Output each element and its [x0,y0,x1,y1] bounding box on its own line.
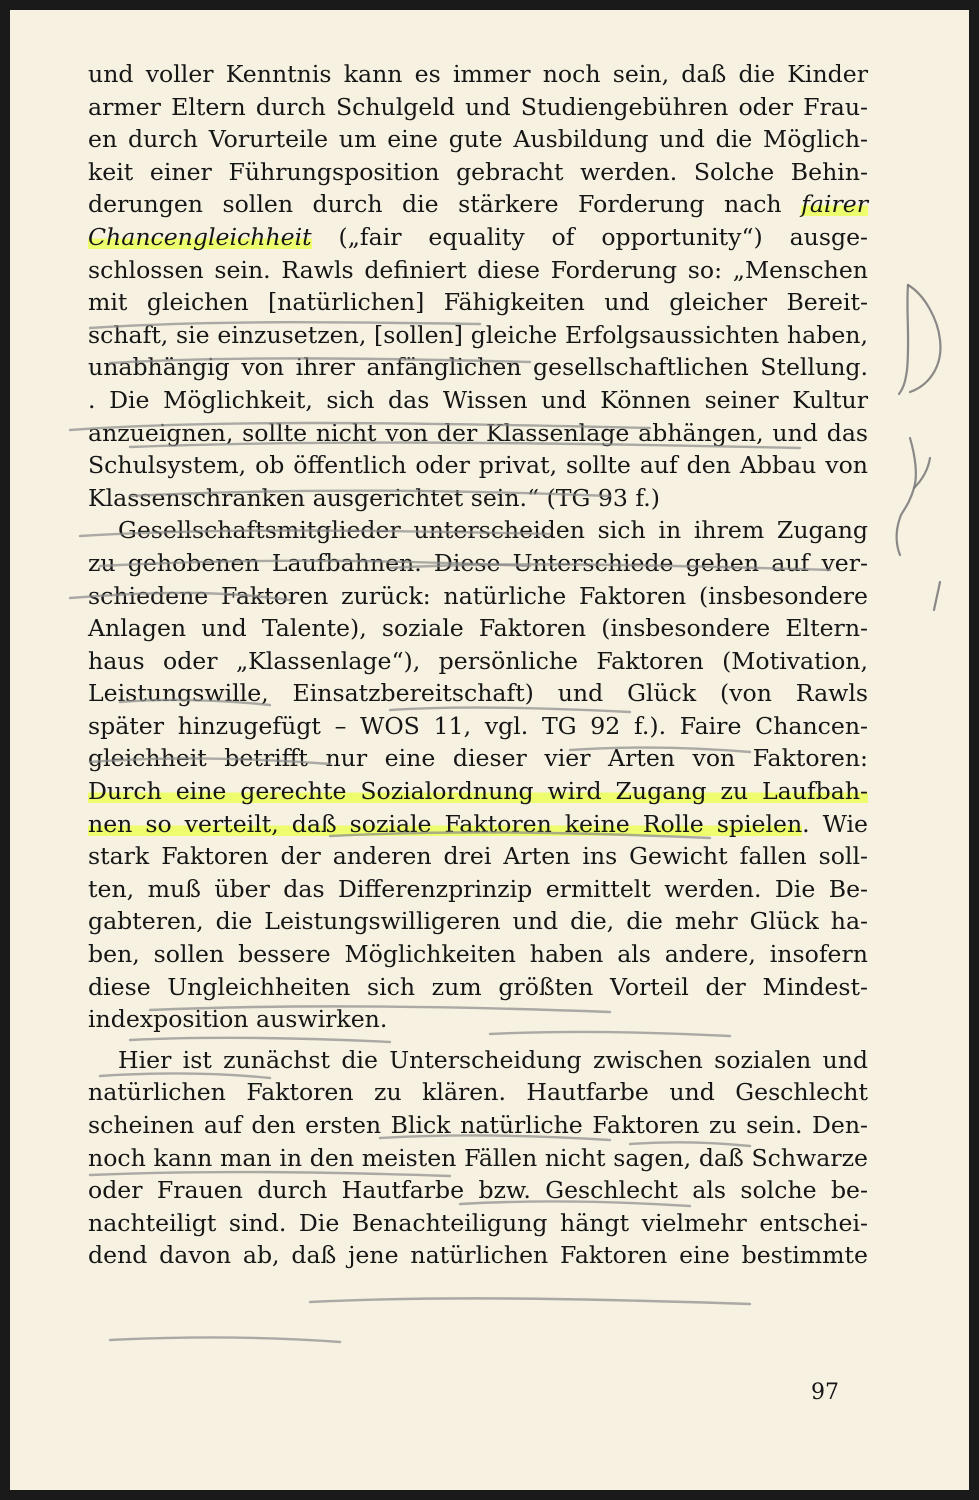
line-text: später hinzugefügt – WOS 11, vgl. TG 92 f.). Faire Chancen- [88,711,868,740]
line-text: zu gehobenen Laufbahnen. Diese Unterschiede gehen auf ver- [88,548,868,577]
line-text: Leistungswille, Einsatzbereitschaft) und Glück (von Rawls [88,679,868,708]
text-line [88,221,868,254]
text-line [88,384,868,417]
text-line [88,938,868,971]
line-text: scheinen auf den ersten Blick natürliche Faktoren zu sein. Den- [88,1111,868,1139]
text-line [88,547,868,580]
text-line [88,1207,868,1240]
line-text: indexposition auswirken. [88,1005,388,1034]
text-line [88,873,868,906]
text-line [88,514,868,547]
text-line [88,1109,868,1142]
text-line [88,742,868,775]
text-line [88,254,868,287]
line-text: und voller Kenntnis kann es immer noch sein, daß die Kinder [88,60,868,88]
text-line [88,905,868,938]
text-line [88,449,868,482]
text-line [88,808,868,841]
text-line [88,1076,868,1109]
line-text: schiedene Faktoren zurück: natürliche Faktoren (insbesondere [88,581,868,610]
line-text: schaft, sie einzusetzen, [sollen] gleiche Erfolgsaussichten haben, [88,320,868,349]
line-text: mit gleichen [natürlichen] Fähigkeiten und gleicher Bereit- [88,288,868,317]
text-line [88,971,868,1004]
line-text: ten, muß über das Differenzprinzip ermittelt werden. Die Be- [88,874,868,903]
line-text: en durch Vorurteile um eine gute Ausbildung und die Möglich- [88,125,868,154]
line-text: Klassenschranken ausgerichtet sein.“ (TG 93 f.) [88,483,660,512]
line-text: stark Faktoren der anderen drei Arten ins Gewicht fallen soll- [88,842,868,871]
text-line [88,840,868,873]
line-text: . Die Möglichkeit, sich das Wissen und Können seiner Kultur [88,385,868,414]
line-text: schlossen sein. Rawls definiert diese Forderung so: „Menschen [88,255,868,284]
line-text: diese Ungleichheiten sich zum größten Vorteil der Mindest- [88,972,868,1001]
line-text: natürlichen Faktoren zu klären. Hautfarbe und Geschlecht [88,1078,868,1107]
text-line [88,580,868,613]
line-text: Schulsystem, ob öffentlich oder privat, sollte auf den Abbau von [88,451,868,480]
line-text: unabhängig von ihrer anfänglichen gesellschaftlichen Stellung. [88,353,868,382]
line-text: haus oder „Klassenlage“), persönliche Faktoren (Motivation, [88,646,868,675]
text-line [88,710,868,743]
text-line [88,677,868,710]
line-text: keit einer Führungsposition gebracht werden. Solche Behin- [88,157,868,186]
text-line [88,482,868,515]
line-text: nachteiligt sind. Die Benachteiligung hängt vielmehr entschei- [88,1208,868,1237]
line-text: Anlagen und Talente), soziale Faktoren (insbesondere Eltern- [88,614,868,643]
text-line [88,91,868,124]
text-line [88,417,868,450]
book-page [10,10,969,1490]
text-line [88,123,868,156]
line-text: ben, sollen bessere Möglichkeiten haben als andere, insofern [88,940,868,969]
text-line [88,1142,868,1175]
line-text: („fair equality of opportunity“) ausge- [311,222,868,251]
line-text: gleichheit betrifft nur eine dieser vier Arten von Faktoren: [88,744,868,773]
text-line [88,58,868,91]
highlighted-text: Chancengleichheit [88,222,312,251]
text-line [88,645,868,678]
line-text: . Wie [802,809,868,838]
line-text: anzueignen, sollte nicht von der Klassenlage abhängen, und das [88,418,868,447]
page-body-text [88,58,868,1272]
highlighted-text: Durch eine gerechte Sozialordnung wird Zugang zu Laufbah- [88,777,868,806]
text-line [88,1003,868,1036]
line-text: noch kann man in den meisten Fällen nicht sagen, daß Schwarze [88,1143,868,1172]
text-line [88,286,868,319]
text-line [88,319,868,352]
text-line [88,612,868,645]
text-line [88,775,868,808]
highlighted-text: fairer [801,190,868,219]
text-line [88,1044,868,1077]
line-text: Gesellschaftsmitglieder unterscheiden sich in ihrem Zugang [118,516,868,545]
highlighted-text: nen so verteilt, daß soziale Faktoren keine Rolle spielen [88,809,803,838]
line-text: derungen sollen durch die stärkere Forderung nach [88,190,802,219]
line-text: armer Eltern durch Schulgeld und Studiengebühren oder Frau- [88,92,868,121]
text-line [88,1174,868,1207]
page-number: 97 [811,1380,839,1405]
line-text: dend davon ab, daß jene natürlichen Faktoren eine bestimmte [88,1241,868,1270]
text-line [88,1239,868,1272]
line-text: gabteren, die Leistungswilligeren und die, die mehr Glück ha- [88,907,868,936]
line-text: Hier ist zunächst die Unterscheidung zwischen sozialen und [118,1045,868,1074]
text-line [88,351,868,384]
line-text: oder Frauen durch Hautfarbe bzw. Geschlecht als solche be- [88,1176,868,1205]
text-line [88,156,868,189]
text-line [88,188,868,221]
